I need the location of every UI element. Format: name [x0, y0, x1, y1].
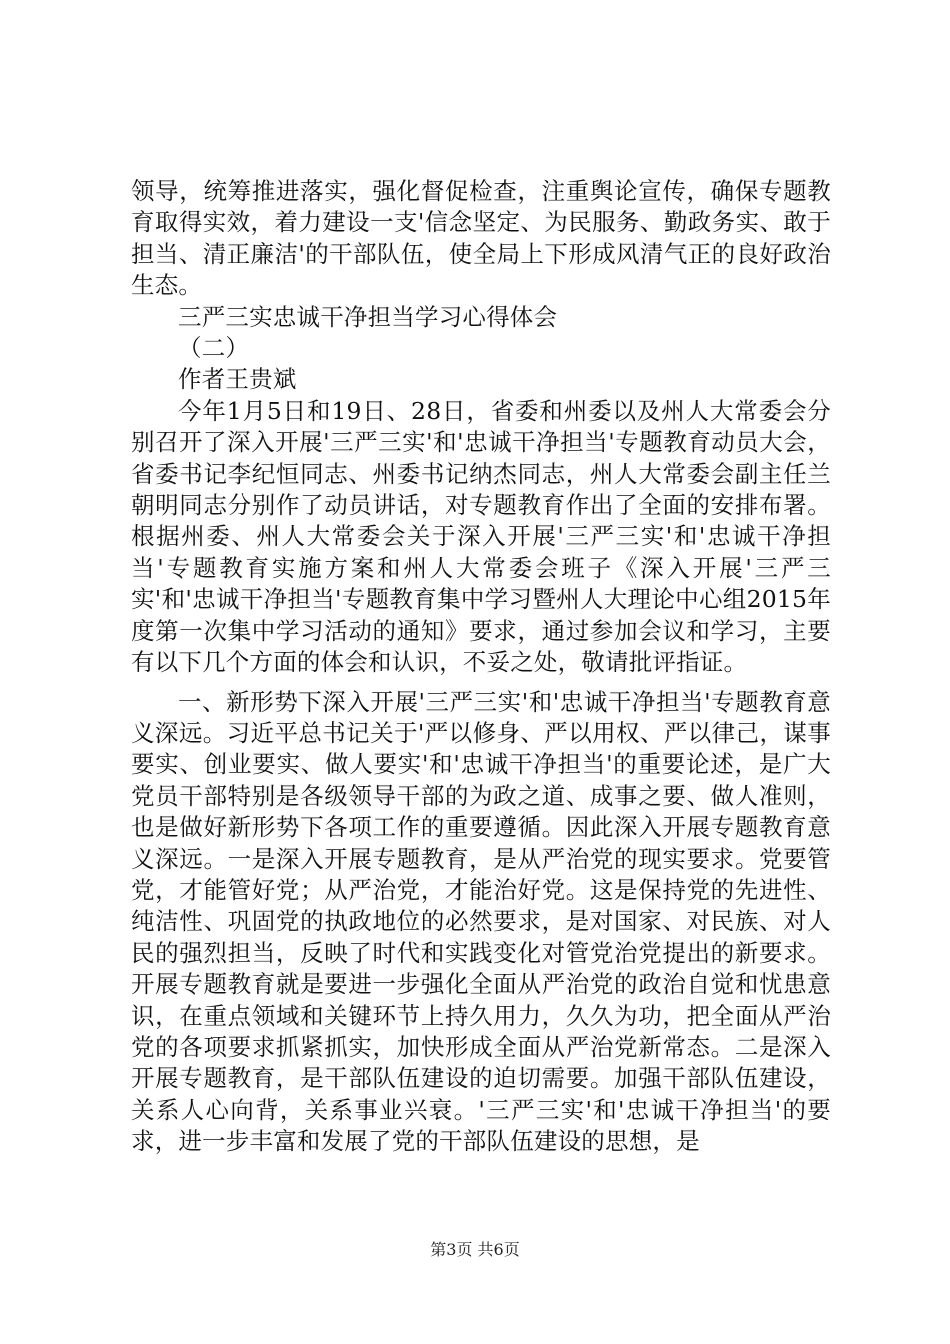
author-line: 作者王贵斌 — [178, 365, 297, 394]
article-title: 三严三实忠诚干净担当学习心得体会 — [178, 302, 558, 331]
paragraph-continuation: 领导，统筹推进落实，强化督促检查，注重舆论宣传，确保专题教育取得实效，着力建设一支'信念坚定、为民服务、勤政务实、敢于担当、清正廉洁'的干部队伍，使全局上下形成风清气正的良好政治生态。 — [131, 177, 831, 300]
document-body — [131, 176, 831, 1158]
page-footer: 第3页 共6页 — [430, 1240, 520, 1259]
paragraph-section-one: 一、新形势下深入开展'三严三实'和'忠诚干净担当'专题教育意义深远。习近平总书记关于'严以修身、严以用权、严以律己，谋事要实、创业要实、做人要实'和'忠诚干净担当'的重要论述，是广大党员干部特别是各级领导干部的为政之道、成事之要、做人准则，也是做好新形势下各项工作的重要遵循。因此深入开展专题教育意义深远。一是深入开展专题教育，是从严治党的现实要求。党要管党，才能管好党；从严治党，才能治好党。这是保持党的先进性、纯洁性、巩固党的执政地位的必然要求，是对国家、对民族、对人民的强烈担当，反映了时代和实践变化对管党治党提出的新要求。开展专题教育就是要进一步强化全面从严治党的政治自觉和忧患意识，在重点领域和关键环节上持久用力，久久为功，把全面从严治党的各项要求抓紧抓实，加快形成全面从严治党新常态。二是深入开展专题教育，是干部队伍建设的迫切需要。加强干部队伍建设，关系人心向背，关系事业兴衰。'三严三实'和'忠诚干净担当'的要求，进一步丰富和发展了党的干部队伍建设的思想，是 — [131, 687, 831, 1156]
paragraph-intro: 今年1月5日和19日、28日，省委和州委以及州人大常委会分别召开了深入开展'三严三实'和'忠诚干净担当'专题教育动员大会，省委书记李纪恒同志、州委书记纳杰同志，州人大常委会副主任兰朝明同志分别作了动员讲话，对专题教育作出了全面的安排布署。根据州委、州人大常委会关于深入开展'三严三实'和'忠诚干净担当'专题教育实施方案和州人大常委会班子《深入开展'三严三实'和'忠诚干净担当'专题教育集中学习暨州人大理论中心组2015年度第一次集中学习活动的通知》要求，通过参加会议和学习，主要有以下几个方面的体会和认识，不妥之处，敬请批评指证。 — [131, 396, 831, 677]
article-subtitle: （二） — [178, 334, 250, 363]
